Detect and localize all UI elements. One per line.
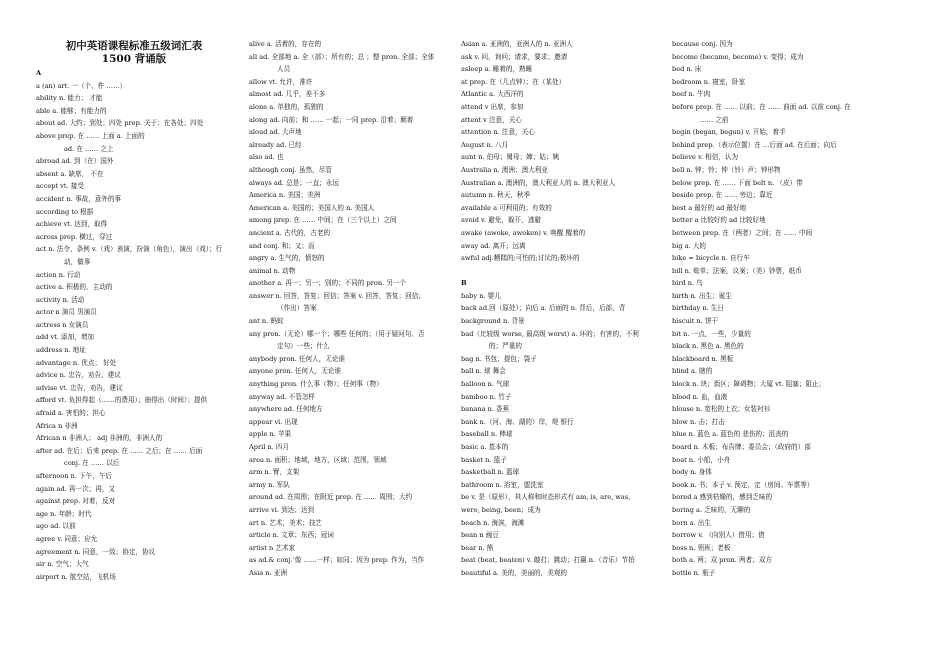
vocab-entry: Asian a. 亚洲的，亚洲人的 n. 亚洲人 xyxy=(461,40,573,48)
vocab-entry: beach n. 海滨，海滩 xyxy=(461,518,525,527)
vocab-entry: abroad ad. 到（在）国外 xyxy=(36,157,114,166)
vocab-entry: actor n 演员 男演员 xyxy=(36,308,97,317)
vocab-entry: balloon n. 气球 xyxy=(461,380,510,389)
vocab-entry: among prep. 在 …… 中间；在（三个以上）之间 xyxy=(249,216,397,225)
vocab-entry: block n. 块；街区；障碍物；大厦 vt. 阻塞；阻止； xyxy=(672,380,826,389)
vocab-entry: always ad. 总是；一直；永远 xyxy=(249,178,339,187)
vocab-entry: anyway ad. 不管怎样 xyxy=(249,392,316,401)
vocab-entry: asleep a. 睡着的，熟睡 xyxy=(461,65,533,74)
vocab-entry: board n. 木板；布告牌；委员会；（政府的）部 xyxy=(672,443,811,451)
vocab-entry: basic a. 基本的 xyxy=(461,443,509,451)
vocab-entry: April n. 四月 xyxy=(249,443,290,451)
vocab-entry: address n. 地址 xyxy=(36,346,86,355)
vocab-entry: as ad.& conj.ʻ像 ……一样；如同；因为 prep. 作为，当作 xyxy=(249,556,425,565)
vocab-entry: activity n. 活动 xyxy=(36,295,85,304)
vocab-entry: bottle n. 瓶子 xyxy=(672,568,716,577)
vocab-entry: Asia n. 亚洲 xyxy=(249,568,287,577)
vocab-entry: blow n. 击；打击 xyxy=(672,417,725,426)
vocab-entry: ago ad. 以前 xyxy=(36,522,76,531)
vocab-entry-continuation: 的；严重的 xyxy=(489,342,522,351)
vocab-entry: available a 可利用的；有效的 xyxy=(461,203,552,212)
vocab-entry: background n. 背景 xyxy=(461,317,525,326)
vocab-entry: both a. 两；双 pron. 两者；双方 xyxy=(672,556,772,565)
vocab-entry: ability n. 能力； 才能 xyxy=(36,94,103,103)
vocab-entry: and conj. 和；又；而 xyxy=(249,241,315,250)
section-letter: B xyxy=(461,279,467,288)
vocab-entry: at prep. 在（几点钟）；在（某处） xyxy=(461,77,566,86)
vocab-entry: alone a. 单独的，孤独的 xyxy=(249,102,324,111)
vocab-entry: bell n. 钟；铃；钟（铃）声；钟形物 xyxy=(672,165,781,174)
vocab-entry: were, being, been；成为 xyxy=(461,505,541,514)
vocab-entry-continuation: 动，做事 xyxy=(64,257,91,266)
vocab-entry: across prep. 横过，穿过 xyxy=(36,232,113,241)
vocab-entry: body n. 身体 xyxy=(672,468,712,477)
vocab-entry: aunt n. 伯母；舅母；婶；姑；姨 xyxy=(461,153,560,162)
vocab-entry: action n. 行动 xyxy=(36,270,81,279)
vocab-entry: bit n. 一点，一些，少量的 xyxy=(672,329,751,338)
vocab-entry: best a 最好的 ad 最好地 xyxy=(672,203,747,212)
vocab-entry: ancient a. 古代的，古老的 xyxy=(249,228,331,237)
vocab-entry: again ad. 再一次；再，又 xyxy=(36,484,116,493)
vocab-entry: attention n. 注意，关心 xyxy=(461,128,535,137)
vocab-entry: along ad. 向前；和 …… 一起；一同 prep. 沿着；顺着 xyxy=(249,115,414,124)
vocab-entry: bean n 豌豆 xyxy=(461,531,499,540)
vocab-entry: blackboard n. 黑板 xyxy=(672,354,734,363)
column-4 xyxy=(672,38,878,580)
vocab-entry: afford vt. 负担得起（……的费用）；抽得出（时间）；提供 xyxy=(36,396,208,405)
vocab-entry: attent v 注意，关心 xyxy=(461,115,522,124)
vocab-entry: article n. 文章；东西；冠词 xyxy=(249,531,334,540)
vocab-entry: against prep. 对着，反对 xyxy=(36,497,116,506)
vocab-entry: agreement n. 同意，一致；协定，协议 xyxy=(36,547,156,556)
vocab-entry: airport n. 航空站，飞机场 xyxy=(36,572,116,581)
vocab-entry: arrive vi. 到达；达到 xyxy=(249,505,315,514)
vocab-entry: bank n.（河、海、湖的）岸，堤 银行 xyxy=(461,417,574,426)
vocab-entry: a (an) art. 一（个、件 ……） xyxy=(36,81,127,90)
vocab-entry: away ad. 离开；远离 xyxy=(461,241,526,250)
vocab-entry: afraid a. 害怕的；担心 xyxy=(36,409,106,418)
vocab-entry: anybody pron. 任何人，无论谁 xyxy=(249,354,346,363)
vocab-entry: awake (awoke, awoken) v. 唤醒 醒着的 xyxy=(461,228,586,237)
vocab-entry: ball n. 球 舞会 xyxy=(461,367,506,376)
vocab-entry: between prep. 在（两者）之间；在 …… 中间 xyxy=(672,228,813,237)
vocab-entry: bad（比较级 worse, 最高级 worst) a. 坏的；有害的，不利 xyxy=(461,329,639,338)
vocab-entry: area n. 面积；地域，地方，区域；范围，领域 xyxy=(249,455,387,464)
vocab-entry: America n. 美国；美洲 xyxy=(249,191,321,200)
vocab-entry: alive a. 活着的，存在的 xyxy=(249,40,322,48)
vocab-entry: bedroom n. 寝室，卧室 xyxy=(672,77,746,86)
vocab-entry: agree v. 同意；应允 xyxy=(36,534,98,543)
vocab-entry: achieve vt. 达到，取得 xyxy=(36,220,108,229)
vocab-entry: bamboo n. 竹子 xyxy=(461,392,512,401)
vocab-entry: bear n. 熊 xyxy=(461,543,494,552)
vocab-entry: animal n. 动物 xyxy=(249,266,296,275)
vocab-entry: any pron.（无论）哪一个；哪些 任何的；（用于疑问句、否 xyxy=(249,329,425,338)
vocab-entry: beside prep. 在 …… 旁边；靠近 xyxy=(672,191,773,200)
vocab-entry: born a. 出生 xyxy=(672,518,711,527)
vocab-entry: Atlantic a. 大西洋的 xyxy=(461,90,524,99)
vocab-entry: already ad. 已经 xyxy=(249,140,302,149)
vocab-entry: beautiful a. 美的，美丽的，美观的 xyxy=(461,568,568,577)
vocab-entry-continuation: 定句）一些；什么 xyxy=(277,342,330,351)
vocab-entry: boring a. 乏味的，无聊的 xyxy=(672,505,751,514)
vocab-entry: above prep. 在 …… 上面 a. 上面的 xyxy=(36,131,145,140)
vocab-entry: back ad.回（原处）；向后 a. 后面的 n. 背后，后部，背 xyxy=(461,304,626,313)
vocab-entry: another a. 再一；另一；别的；不同的 pron. 另一个 xyxy=(249,279,407,288)
vocab-entry: about ad. 大约；到处；四处 prep. 关于；在各处；四处 xyxy=(36,119,204,128)
vocab-entry: advantage n. 优点； 好处 xyxy=(36,358,117,367)
vocab-entry: age n. 年龄；时代 xyxy=(36,509,92,518)
vocab-entry: begin (began, begun) v. 开始，着手 xyxy=(672,128,786,137)
column-2 xyxy=(249,38,447,580)
vocab-entry: before prep. 在 …… 以前；在 …… 前面 ad. 以前 conj. 在 xyxy=(672,102,851,111)
vocab-entry: bill n. 账单；法案，议案；（美）钞票，纸币 xyxy=(672,266,802,275)
vocab-entry: behind prep.（表示位置）在 …后面 ad. 在后面；向后 xyxy=(672,140,837,149)
vocab-entry: boss n. 领班；老板 xyxy=(672,543,731,552)
column-3 xyxy=(461,38,661,580)
vocab-entry: active a. 积极的，主动的 xyxy=(36,283,113,292)
vocab-entry: advise vt. 忠告，劝告，建议 xyxy=(36,383,123,392)
vocab-entry: around ad. 在周围；在附近 prep. 在 …… 周围；大约 xyxy=(249,493,413,502)
vocab-entry: boat n. 小船，小舟 xyxy=(672,455,731,464)
vocab-entry: blue n. 蓝色 a. 蓝色的 悲伤的；沮丧的 xyxy=(672,430,789,439)
vocab-entry: ant n. 蚂蚁 xyxy=(249,317,284,326)
vocab-entry: American a. 美国的；美国人的 n. 美国人 xyxy=(249,203,375,212)
vocab-entry: blood n. 血，血液 xyxy=(672,392,728,401)
vocab-entry-continuation: ad. 在 …… 之上 xyxy=(64,144,114,153)
vocab-entry: beat (beat, beaten) v. 敲打；跳动；打赢 n.（音乐）节拍 xyxy=(461,556,635,565)
vocab-entry: bored a 感到枯燥的，感到乏味的 xyxy=(672,493,773,502)
vocab-entry-continuation: 人员 xyxy=(277,65,291,74)
vocab-entry: according to 根据 xyxy=(36,207,94,216)
vocab-entry-continuation: （作出）答案 xyxy=(277,304,317,313)
vocab-entry: basketball n. 篮球 xyxy=(461,468,520,477)
vocab-entry: be v. 是（原形），其人称和时态形式有 am, is, are, was, xyxy=(461,493,631,502)
vocab-entry: autumn n. 秋天，秋季 xyxy=(461,191,531,200)
vocab-entry: better a 比较好的 ad 比较好地 xyxy=(672,216,766,225)
vocab-entry: awful adj.糟糕的;可怕的;讨厌的;极坏的 xyxy=(461,254,580,263)
vocab-entry: advice n. 忠告，劝告，建议 xyxy=(36,371,121,380)
vocab-entry: anywhere ad. 任何地方 xyxy=(249,405,323,414)
vocab-entry: although conj. 虽然，尽管 xyxy=(249,165,332,174)
vocab-entry: actress n 女演员 xyxy=(36,320,89,329)
vocab-entry: bed n. 床 xyxy=(672,65,702,74)
vocab-entry: baby n. 婴儿 xyxy=(461,291,501,300)
vocab-entry: army n. 军队 xyxy=(249,480,290,489)
vocab-entry: absent a. 缺席， 不在 xyxy=(36,169,104,178)
vocab-entry: believe v. 相信，认为 xyxy=(672,153,739,162)
vocab-entry: birth n. 出生；诞生 xyxy=(672,291,732,300)
vocab-entry: artist n 艺术家 xyxy=(249,543,296,552)
title-line-1: 初中英语课程标准五级词汇表 xyxy=(65,40,203,52)
vocab-entry: arm n. 臂，支架 xyxy=(249,468,300,477)
vocab-entry: banana n. 香蕉 xyxy=(461,405,510,414)
vocab-entry: all ad. 全部地 a. 全（部）；所有的；总 ；整 pron. 全部；全体 xyxy=(249,52,435,61)
title-line-2: 1500 背诵版 xyxy=(101,53,167,65)
vocab-entry: blind a. 瞎的 xyxy=(672,367,713,376)
vocab-entry: afternoon n. 下午，午后 xyxy=(36,472,113,480)
vocab-entry: air n. 空气；大气 xyxy=(36,560,89,569)
vocab-entry: book n. 书；本子 v. 预定，定（房间、车票等） xyxy=(672,480,814,489)
vocab-entry: big a. 大的 xyxy=(672,241,706,250)
vocab-entry: almost ad. 几乎，差不多 xyxy=(249,90,326,99)
vocab-entry: beef n. 牛肉 xyxy=(672,90,711,99)
vocab-entry: baseball n. 棒球 xyxy=(461,430,513,439)
vocab-entry: Africa n 非洲 xyxy=(36,421,78,430)
vocab-entry: bike = bicycle n. 自行车 xyxy=(672,254,750,263)
vocab-entry: African n 非洲人； adj 非洲的，非洲人的 xyxy=(36,434,163,443)
vocab-entry: Australian a. 澳洲的，澳大利亚人的 n. 澳大利亚人 xyxy=(461,178,616,187)
vocab-entry: ask v. 问，询问；请求，要求；邀请 xyxy=(461,52,568,61)
vocab-entry: biscuit n. 饼干 xyxy=(672,317,719,326)
vocab-entry: appear vi. 出现 xyxy=(249,417,298,426)
vocab-entry: anyone pron. 任何人，无论谁 xyxy=(249,367,342,376)
vocab-entry: also ad. 也 xyxy=(249,153,284,162)
document-title xyxy=(36,40,232,66)
vocab-entry: because conj. 因为 xyxy=(672,40,733,48)
vocab-entry: allow vt. 允许，准许 xyxy=(249,77,313,86)
section-letter: A xyxy=(36,69,42,77)
vocab-entry: below prep. 在 …… 下面 belt n. （皮）带 xyxy=(672,178,803,187)
vocab-entry: accident n. 事故，意外的事 xyxy=(36,194,122,203)
vocab-entry: August n. 八月 xyxy=(461,140,509,149)
vocab-entry: accept vt. 接受 xyxy=(36,182,84,191)
vocab-entry: basket n. 篮子 xyxy=(461,455,507,464)
vocab-entry: bag n. 书包；提包；袋子 xyxy=(461,354,537,363)
vocab-entry: aloud ad. 大声地 xyxy=(249,128,302,137)
vocab-entry-continuation: conj. 在 …… 以后 xyxy=(64,459,120,468)
vocab-entry: bird n. 鸟 xyxy=(672,279,703,288)
vocab-entry: avoid v. 避免，躲开，逃避 xyxy=(461,216,541,225)
vocab-entry: apple n. 苹果 xyxy=(249,430,292,439)
column-1 xyxy=(36,67,232,583)
vocab-entry: attend v 出席，参加 xyxy=(461,102,524,111)
vocab-entry: borrow v. （向别人）借用；借 xyxy=(672,531,765,540)
vocab-entry: after ad. 在后；后来 prep. 在 …… 之后；在 …… 后面 xyxy=(36,446,203,455)
blank-line xyxy=(461,265,661,278)
vocab-entry: blouse n. 宽松的上衣；女装衬衫 xyxy=(672,405,771,414)
vocab-entry-continuation: …… 之前 xyxy=(700,115,729,124)
vocab-entry: able a. 能够；有能力的 xyxy=(36,106,107,115)
vocab-entry: add vt. 添加，增加 xyxy=(36,333,95,342)
vocab-entry: birthday n. 生日 xyxy=(672,304,724,313)
vocab-entry: black n. 黑色 a. 黑色的 xyxy=(672,342,744,351)
vocab-entry: anything pron. 什么事（物）；任何事（物） xyxy=(249,380,383,389)
vocab-entry: become (became, become) v. 变得；成为 xyxy=(672,52,804,61)
vocab-entry: angry a. 生气的，愤怒的 xyxy=(249,254,325,263)
vocab-entry: art n. 艺术，美术；技艺 xyxy=(249,518,323,527)
vocab-entry: Australia n. 澳洲；澳大利亚 xyxy=(461,165,548,174)
vocab-entry: answer n. 回答，答复；回信；答案 v. 回答，答复；回信； xyxy=(249,291,425,300)
vocab-entry: bathroom n. 浴室，盥洗室 xyxy=(461,480,544,489)
vocab-entry: act n. 法令，条例 v.（戏）表演，扮演（角色），演出（戏）；行 xyxy=(36,245,223,254)
